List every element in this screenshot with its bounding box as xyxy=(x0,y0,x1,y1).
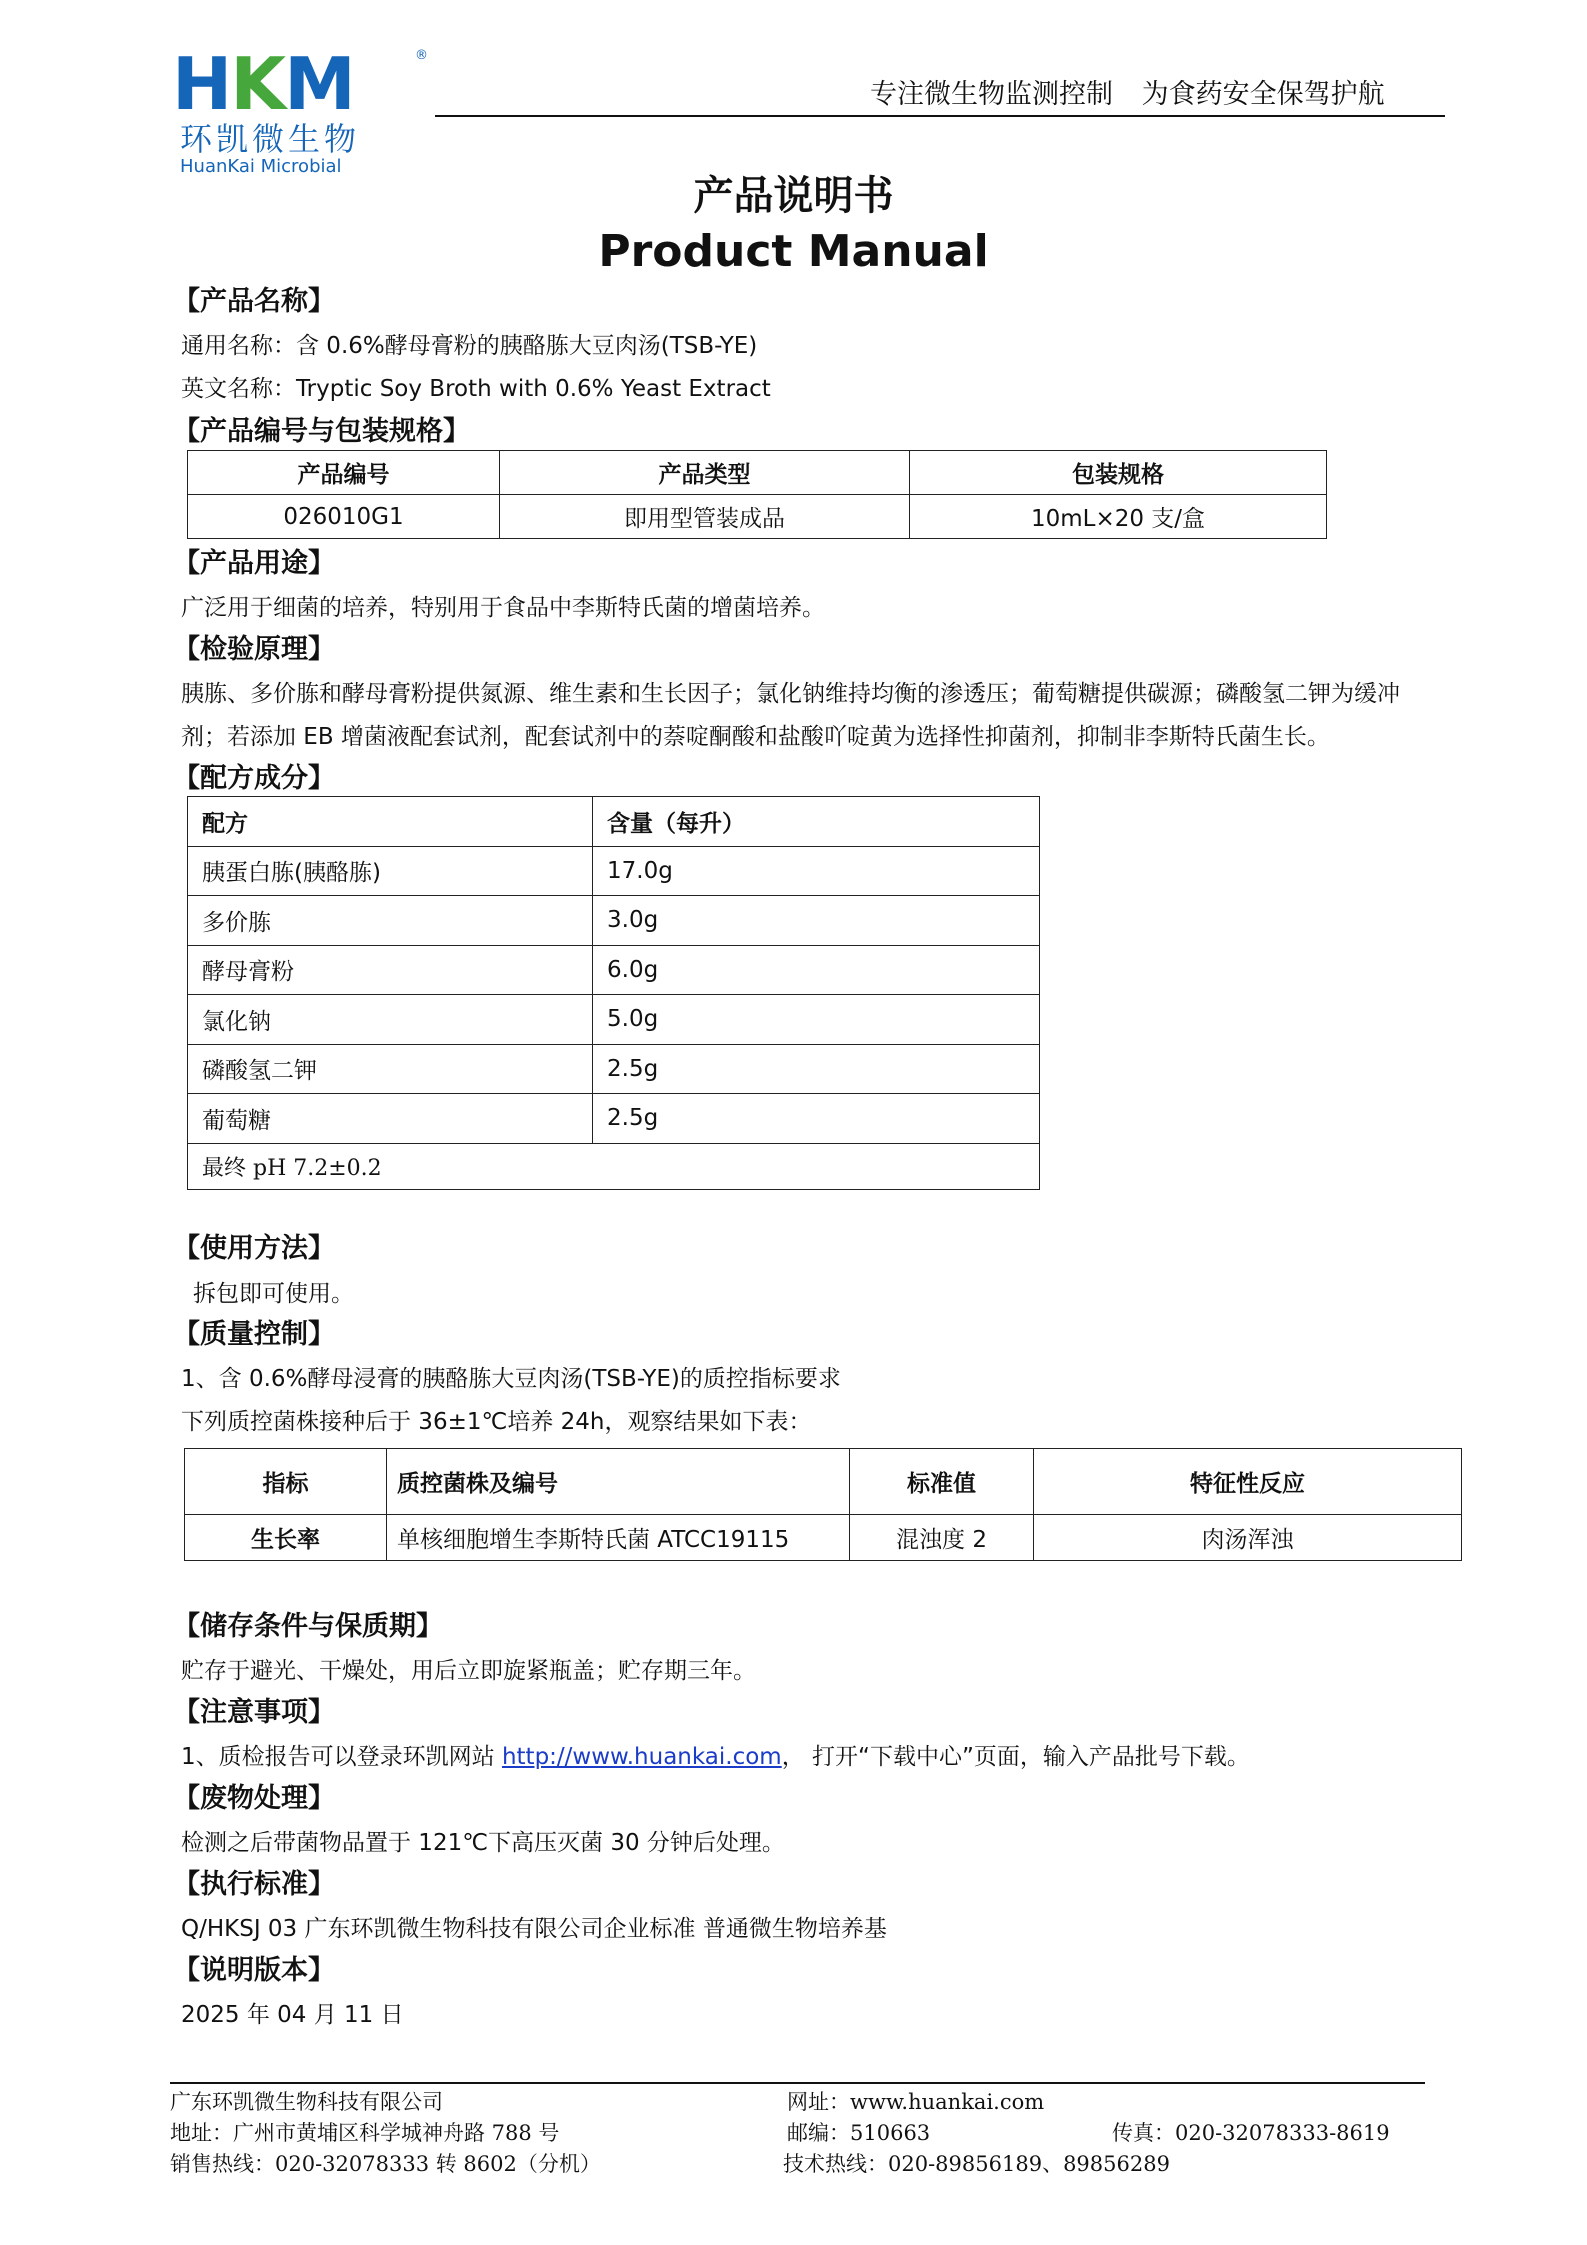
qc-line-2: 下列质控菌株接种后于 36±1℃培养 24h，观察结果如下表： xyxy=(181,1409,812,1435)
section-heading-use: 【产品用途】 xyxy=(173,548,335,579)
general-name: 通用名称：含 0.6%酵母膏粉的胰酪胨大豆肉汤(TSB-YE) xyxy=(181,333,758,359)
ingredient: 氯化钠 xyxy=(188,995,593,1045)
version-date: 2025 年 04 月 11 日 xyxy=(181,2002,404,2028)
use-text: 广泛用于细菌的培养，特别用于食品中李斯特氏菌的增菌培养。 xyxy=(181,595,825,621)
section-heading-standard: 【执行标准】 xyxy=(173,1869,335,1900)
amount: 2.5g xyxy=(593,1044,1040,1094)
characteristic-reaction: 肉汤浑浊 xyxy=(1034,1515,1462,1561)
header-cell: 产品类型 xyxy=(500,451,910,495)
footer-divider xyxy=(170,2082,1425,2084)
page-title-chinese: 产品说明书 xyxy=(693,173,894,219)
notes-suffix: ， 打开“下载中心”页面，输入产品批号下载。 xyxy=(781,1744,1250,1770)
formula-table xyxy=(187,796,1040,1190)
footer-company: 广东环凯微生物科技有限公司 xyxy=(170,2090,443,2114)
amount: 17.0g xyxy=(593,846,1040,896)
header-cell: 质控菌株及编号 xyxy=(387,1449,850,1515)
footer-website: 网址：www.huankai.com xyxy=(787,2090,1045,2114)
product-type: 即用型管装成品 xyxy=(500,495,910,539)
section-heading-product-name: 【产品名称】 xyxy=(173,286,335,317)
table-row xyxy=(188,945,1040,995)
ingredient: 酵母膏粉 xyxy=(188,945,593,995)
qc-line-1: 1、含 0.6%酵母浸膏的胰酪胨大豆肉汤(TSB-YE)的质控指标要求 xyxy=(181,1366,841,1392)
page-title-english: Product Manual xyxy=(598,226,989,277)
notes-text xyxy=(181,1742,1250,1772)
waste-text: 检测之后带菌物品置于 121℃下高压灭菌 30 分钟后处理。 xyxy=(181,1830,785,1856)
table-row xyxy=(188,846,1040,896)
header-cell: 特征性反应 xyxy=(1034,1449,1462,1515)
final-ph: 最终 pH 7.2±0.2 xyxy=(188,1143,1040,1189)
product-code: 026010G1 xyxy=(188,495,500,539)
section-heading-waste: 【废物处理】 xyxy=(173,1783,335,1814)
header-cell: 标准值 xyxy=(850,1449,1034,1515)
method-text: 拆包即可使用。 xyxy=(193,1281,354,1307)
standard-text: Q/HKSJ 03 广东环凯微生物科技有限公司企业标准 普通微生物培养基 xyxy=(181,1916,887,1942)
product-code-table xyxy=(187,450,1327,539)
table-row xyxy=(188,1143,1040,1189)
table-row xyxy=(188,495,1327,539)
table-row xyxy=(188,1044,1040,1094)
footer-tech-hotline: 技术热线：020-89856189、89856289 xyxy=(783,2152,1170,2176)
table-row xyxy=(185,1515,1462,1561)
logo-mark: HKM xyxy=(172,42,354,126)
table-header-row xyxy=(188,451,1327,495)
logo-english-name: HuanKai Microbial xyxy=(180,156,342,177)
section-heading-storage: 【储存条件与保质期】 xyxy=(173,1611,443,1642)
notes-prefix: 1、质检报告可以登录环凯网站 xyxy=(181,1744,502,1770)
qc-strain: 单核细胞增生李斯特氏菌 ATCC19115 xyxy=(387,1515,850,1561)
amount: 3.0g xyxy=(593,896,1040,946)
principle-line-1: 胰胨、多价胨和酵母膏粉提供氮源、维生素和生长因子；氯化钠维持均衡的渗透压；葡萄糖提供碳源；磷酸氢二钾为缓冲 xyxy=(181,681,1400,707)
table-row xyxy=(188,995,1040,1045)
english-name: 英文名称：Tryptic Soy Broth with 0.6% Yeast Extract xyxy=(181,376,771,402)
footer-sales-hotline: 销售热线：020-32078333 转 8602（分机） xyxy=(170,2152,601,2176)
section-heading-formula: 【配方成分】 xyxy=(173,763,335,794)
header-cell: 指标 xyxy=(185,1449,387,1515)
section-heading-principle: 【检验原理】 xyxy=(173,634,335,665)
footer-postcode: 邮编：510663 xyxy=(787,2121,931,2145)
header-cell: 产品编号 xyxy=(188,451,500,495)
table-row xyxy=(188,1094,1040,1144)
storage-text: 贮存于避光、干燥处，用后立即旋紧瓶盖；贮存期三年。 xyxy=(181,1658,756,1684)
section-heading-notes: 【注意事项】 xyxy=(173,1697,335,1728)
package-spec: 10mL×20 支/盒 xyxy=(910,495,1327,539)
section-heading-code-packaging: 【产品编号与包装规格】 xyxy=(173,416,470,447)
footer-fax: 传真：020-32078333-8619 xyxy=(1112,2121,1390,2145)
website-link[interactable]: http://www.huankai.com xyxy=(501,1744,782,1770)
header-divider xyxy=(435,115,1445,117)
amount: 5.0g xyxy=(593,995,1040,1045)
standard-value: 混浊度 2 xyxy=(850,1515,1034,1561)
logo-chinese-name: 环凯微生物 xyxy=(180,120,361,158)
section-heading-version: 【说明版本】 xyxy=(173,1955,335,1986)
table-header-row xyxy=(188,797,1040,847)
principle-line-2: 剂；若添加 EB 增菌液配套试剂，配套试剂中的萘啶酮酸和盐酸吖啶黄为选择性抑菌剂，抑制非李斯特氏菌生长。 xyxy=(181,724,1330,750)
ingredient: 胰蛋白胨(胰酪胨) xyxy=(188,846,593,896)
amount: 6.0g xyxy=(593,945,1040,995)
table-header-row xyxy=(185,1449,1462,1515)
header-cell: 配方 xyxy=(188,797,593,847)
header-slogan: 专注微生物监测控制 为食药安全保驾护航 xyxy=(870,79,1385,110)
registered-mark-icon: ® xyxy=(415,48,428,63)
qc-table xyxy=(184,1448,1462,1561)
header-cell: 包装规格 xyxy=(910,451,1327,495)
ingredient: 葡萄糖 xyxy=(188,1094,593,1144)
table-row xyxy=(188,896,1040,946)
company-logo xyxy=(172,42,442,177)
indicator: 生长率 xyxy=(185,1515,387,1561)
footer-address: 地址：广州市黄埔区科学城神舟路 788 号 xyxy=(170,2121,560,2145)
section-heading-method: 【使用方法】 xyxy=(173,1233,335,1264)
ingredient: 多价胨 xyxy=(188,896,593,946)
section-heading-qc: 【质量控制】 xyxy=(173,1319,335,1350)
amount: 2.5g xyxy=(593,1094,1040,1144)
ingredient: 磷酸氢二钾 xyxy=(188,1044,593,1094)
header-cell: 含量（每升） xyxy=(593,797,1040,847)
